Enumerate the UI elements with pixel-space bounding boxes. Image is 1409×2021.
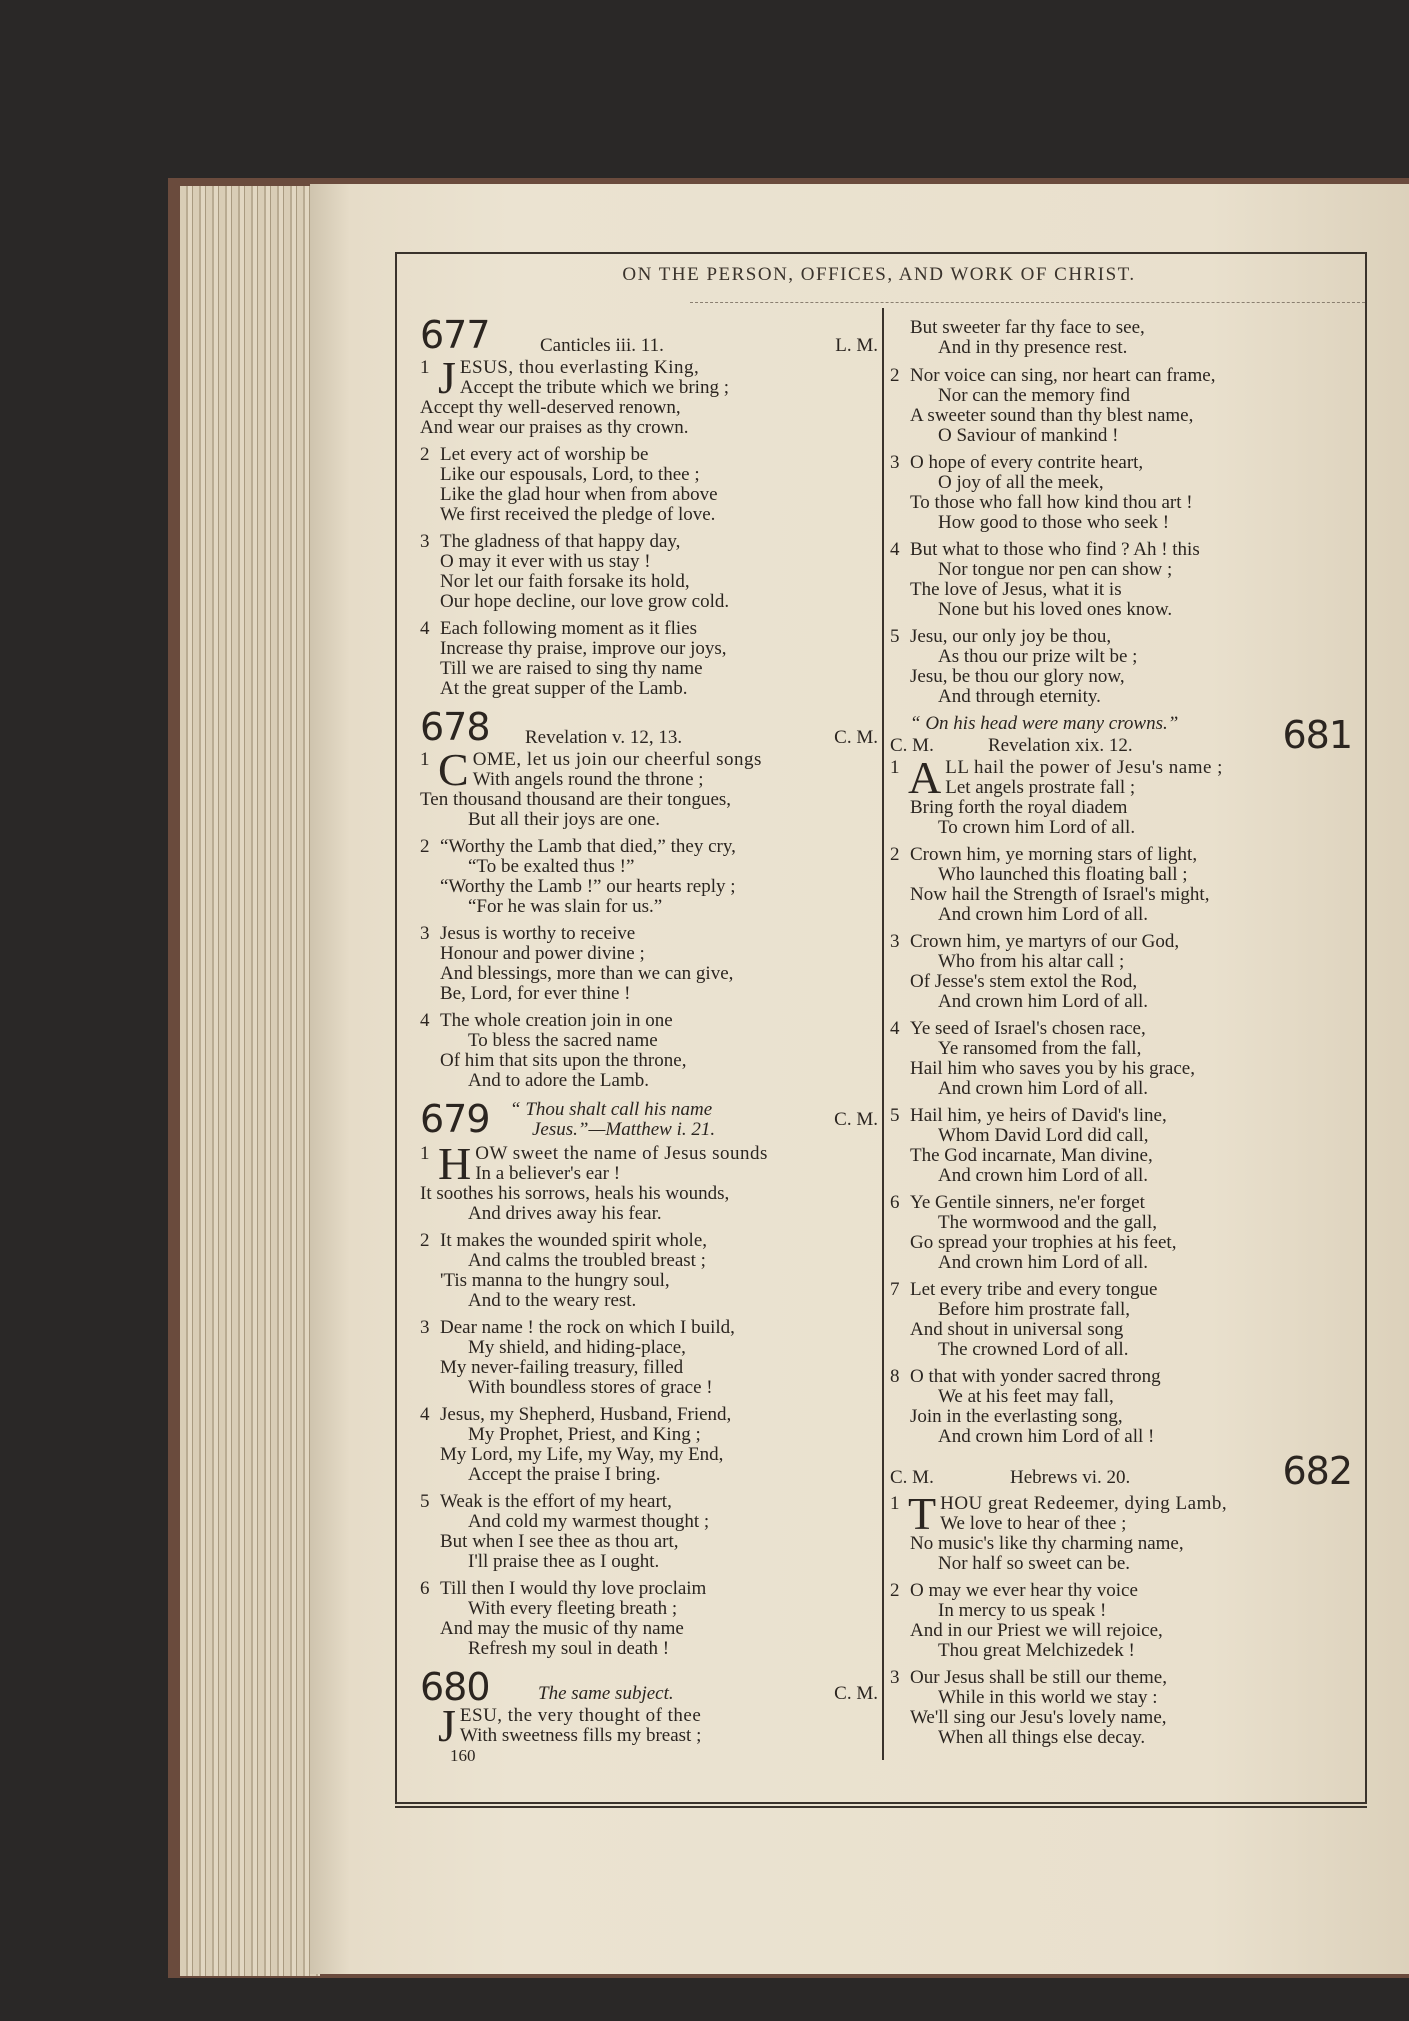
verse-line: LL hail the power of Jesu's name ; bbox=[945, 757, 1223, 778]
verse-line: And in our Priest we will rejoice, bbox=[910, 1620, 1163, 1641]
stanza-1 bbox=[420, 744, 878, 830]
verse-line: To crown him Lord of all. bbox=[938, 817, 1136, 838]
stanza-number: 6 bbox=[420, 1578, 430, 1599]
verse-line: HOU great Redeemer, dying Lamb, bbox=[940, 1493, 1228, 1514]
verse-line: It soothes his sorrows, heals his wounds, bbox=[420, 1183, 730, 1204]
column-divider bbox=[882, 308, 884, 1760]
stanza-4 bbox=[420, 619, 878, 699]
stanza-1 bbox=[420, 1138, 878, 1224]
stanza-number: 6 bbox=[890, 1192, 900, 1213]
stanza-2 bbox=[890, 1581, 1360, 1661]
verse-line: Ye Gentile sinners, ne'er forget bbox=[910, 1192, 1145, 1213]
verse-line: My shield, and hiding-place, bbox=[468, 1337, 686, 1358]
verse-line: Ye ransomed from the fall, bbox=[938, 1038, 1142, 1059]
verse-line: ESU, the very thought of thee bbox=[459, 1705, 702, 1726]
hymn-678 bbox=[420, 706, 878, 1091]
hymn-header bbox=[420, 1098, 878, 1144]
verse-line: OME, let us join our cheerful songs bbox=[472, 749, 762, 770]
verse-line: Refresh my soul in death ! bbox=[468, 1638, 670, 1659]
left-column bbox=[420, 314, 878, 1773]
metre: C. M. bbox=[834, 1683, 878, 1704]
verse-line: Go spread your trophies at his feet, bbox=[910, 1232, 1177, 1253]
verse-line: My never-failing treasury, filled bbox=[440, 1357, 684, 1378]
hymn-header bbox=[420, 1665, 878, 1709]
verse-line: And to the weary rest. bbox=[468, 1290, 637, 1311]
verse-line: At the great supper of the Lamb. bbox=[440, 678, 688, 699]
verse-line: The wormwood and the gall, bbox=[938, 1212, 1157, 1233]
verse-line: O may we ever hear thy voice bbox=[910, 1580, 1138, 1601]
drop-cap: J bbox=[438, 1700, 456, 1751]
stanza-1 bbox=[890, 752, 1360, 838]
verse-line: Till we are raised to sing thy name bbox=[440, 658, 703, 679]
verse-line: And crown him Lord of all ! bbox=[938, 1426, 1155, 1447]
metre: L. M. bbox=[835, 335, 878, 356]
verse-line: Accept the tribute which we bring ; bbox=[459, 377, 729, 398]
verse-line: In mercy to us speak ! bbox=[938, 1600, 1107, 1621]
verse-line: Weak is the effort of my heart, bbox=[440, 1491, 672, 1512]
hymn-title: The same subject. bbox=[538, 1683, 674, 1704]
hymn-682 bbox=[890, 1449, 1360, 1748]
hymn-number: 681 bbox=[1282, 713, 1352, 757]
stanza-2 bbox=[420, 445, 878, 525]
stanza-number: 3 bbox=[890, 452, 900, 473]
verse-line: Jesus, my Shepherd, Husband, Friend, bbox=[440, 1404, 732, 1425]
stanza-number: 3 bbox=[420, 1317, 430, 1338]
verse-line: When all things else decay. bbox=[938, 1727, 1146, 1748]
stanza-number: 4 bbox=[890, 539, 900, 560]
stanza-number: 2 bbox=[420, 444, 430, 465]
hymn-680 bbox=[420, 1666, 878, 1766]
verse-line: But sweeter far thy face to see, bbox=[910, 317, 1145, 338]
verse-line: My Lord, my Life, my Way, my End, bbox=[440, 1444, 724, 1465]
verse-line: O hope of every contrite heart, bbox=[910, 452, 1144, 473]
verse-line: Nor let our faith forsake its hold, bbox=[440, 571, 690, 592]
verse-line: OW sweet the name of Jesus sounds bbox=[475, 1143, 768, 1164]
verse-line: “Worthy the Lamb !” our hearts reply ; bbox=[440, 876, 736, 897]
verse-line: With angels round the throne ; bbox=[472, 769, 704, 790]
stanza-5 bbox=[890, 627, 1360, 707]
stanza-3 bbox=[890, 932, 1360, 1012]
stanza-number: 5 bbox=[890, 626, 900, 647]
stanza-1 bbox=[420, 352, 878, 438]
verse-line: With boundless stores of grace ! bbox=[468, 1377, 713, 1398]
verse-line: A sweeter sound than thy blest name, bbox=[910, 405, 1194, 426]
verse-line: The whole creation join in one bbox=[440, 1010, 673, 1031]
drop-cap: H bbox=[438, 1138, 472, 1189]
verse-line: And crown him Lord of all. bbox=[938, 1078, 1149, 1099]
verse-line: We first received the pledge of love. bbox=[440, 504, 716, 525]
verse-line: Nor voice can sing, nor heart can frame, bbox=[910, 365, 1216, 386]
stanza-number: 3 bbox=[890, 1667, 900, 1688]
page-frame-rule bbox=[395, 1806, 1367, 1808]
verse-line: But when I see thee as thou art, bbox=[440, 1531, 679, 1552]
verse-line: The gladness of that happy day, bbox=[440, 531, 681, 552]
stanza-4 bbox=[890, 1019, 1360, 1099]
verse-line: The love of Jesus, what it is bbox=[910, 579, 1122, 600]
verse-line: 'Tis manna to the hungry soul, bbox=[440, 1270, 670, 1291]
hymn-header bbox=[420, 706, 878, 750]
stanza-3 bbox=[890, 453, 1360, 533]
verse-line: Let every act of worship be bbox=[440, 444, 649, 465]
verse-line: As thou our prize wilt be ; bbox=[938, 646, 1138, 667]
metre: C. M. bbox=[834, 727, 878, 748]
verse-line: With every fleeting breath ; bbox=[468, 1598, 678, 1619]
verse-line: O Saviour of mankind ! bbox=[938, 425, 1119, 446]
verse-line: And crown him Lord of all. bbox=[938, 991, 1149, 1012]
verse-line: Dear name ! the rock on which I build, bbox=[440, 1317, 735, 1338]
hymn-title: “ On his head were many crowns.” bbox=[910, 713, 1179, 734]
stanza-number: 1 bbox=[420, 1143, 430, 1164]
stanza-4 bbox=[890, 540, 1360, 620]
stanza-number: 8 bbox=[890, 1366, 900, 1387]
stanza-7 bbox=[890, 1280, 1360, 1360]
hymn-677 bbox=[420, 314, 878, 699]
scripture-ref: Revelation v. 12, 13. bbox=[525, 727, 683, 748]
metre: C. M. bbox=[834, 1109, 878, 1130]
hymn-header bbox=[420, 314, 878, 358]
verse-line: And blessings, more than we can give, bbox=[440, 963, 734, 984]
hymn-681 bbox=[890, 714, 1360, 1447]
drop-cap: A bbox=[908, 752, 942, 803]
verse-line: And crown him Lord of all. bbox=[938, 1165, 1149, 1186]
verse-line: ESUS, thou everlasting King, bbox=[459, 357, 700, 378]
stanza-1 bbox=[420, 1700, 878, 1766]
verse-line: Till then I would thy love proclaim bbox=[440, 1578, 707, 1599]
right-column bbox=[890, 318, 1360, 1755]
verse-line: And to adore the Lamb. bbox=[468, 1070, 649, 1091]
verse-line: Of him that sits upon the throne, bbox=[440, 1050, 687, 1071]
stanza-8 bbox=[890, 1367, 1360, 1447]
stanza-number: 3 bbox=[890, 931, 900, 952]
stanza-3 bbox=[420, 924, 878, 1004]
verse-line: We'll sing our Jesu's lovely name, bbox=[910, 1707, 1167, 1728]
stanza-number: 5 bbox=[890, 1105, 900, 1126]
stanza-number: 2 bbox=[890, 1580, 900, 1601]
stanza-6 bbox=[890, 1193, 1360, 1273]
drop-cap: T bbox=[908, 1488, 937, 1539]
verse-line: And wear our praises as thy crown. bbox=[420, 417, 689, 438]
stanza-number: 1 bbox=[420, 357, 430, 378]
running-head: ON THE PERSON, OFFICES, AND WORK OF CHRIST. bbox=[622, 264, 1136, 285]
verse-line: But what to those who find ? Ah ! this bbox=[910, 539, 1200, 560]
drop-cap: J bbox=[438, 352, 456, 403]
verse-line: In a believer's ear ! bbox=[475, 1163, 621, 1184]
stanza-number: 1 bbox=[420, 749, 430, 770]
stanza-3 bbox=[420, 532, 878, 612]
stanza-number: 4 bbox=[420, 1010, 430, 1031]
verse-line: And crown him Lord of all. bbox=[938, 904, 1149, 925]
stanza-3 bbox=[890, 1668, 1360, 1748]
hymn-header bbox=[890, 1449, 1360, 1494]
verse-line: Jesu, be thou our glory now, bbox=[910, 666, 1125, 687]
stanza-4 bbox=[420, 1405, 878, 1485]
verse-line: No music's like thy charming name, bbox=[910, 1533, 1184, 1554]
stanza-number: 5 bbox=[420, 1491, 430, 1512]
verse-line: And in thy presence rest. bbox=[938, 337, 1128, 358]
verse-line: With sweetness fills my breast ; bbox=[459, 1725, 702, 1746]
verse-line: We at his feet may fall, bbox=[938, 1386, 1114, 1407]
hymn-number: 680 bbox=[420, 1665, 490, 1709]
verse-line: Let every tribe and every tongue bbox=[910, 1279, 1158, 1300]
stanza-number: 3 bbox=[420, 531, 430, 552]
verse-line: It makes the wounded spirit whole, bbox=[440, 1230, 708, 1251]
verse-line: Now hail the Strength of Israel's might, bbox=[910, 884, 1210, 905]
hymn-title-line-2: Jesus.”—Matthew i. 21. bbox=[532, 1119, 716, 1140]
verse-line: And through eternity. bbox=[938, 686, 1101, 707]
verse-line: I'll praise thee as I ought. bbox=[468, 1551, 660, 1572]
verse-line: Join in the everlasting song, bbox=[910, 1406, 1123, 1427]
verse-line: My Prophet, Priest, and King ; bbox=[468, 1424, 701, 1445]
hymn-title: “ Thou shalt call his name bbox=[510, 1099, 713, 1120]
verse-line: And crown him Lord of all. bbox=[938, 1252, 1149, 1273]
hymnal-page bbox=[310, 184, 1409, 1974]
verse-line: And calms the troubled breast ; bbox=[468, 1250, 706, 1271]
head-rule bbox=[690, 302, 1365, 303]
stanza-6 bbox=[420, 1579, 878, 1659]
verse-line: O that with yonder sacred throng bbox=[910, 1366, 1161, 1387]
stanza-5 bbox=[420, 1492, 878, 1572]
verse-line: Crown him, ye morning stars of light, bbox=[910, 844, 1198, 865]
verse-line: To those who fall how kind thou art ! bbox=[910, 492, 1193, 513]
stanza-number: 4 bbox=[420, 618, 430, 639]
verse-line: Bring forth the royal diadem bbox=[910, 797, 1128, 818]
verse-line: And shout in universal song bbox=[910, 1319, 1124, 1340]
scripture-ref: Revelation xix. 12. bbox=[988, 735, 1133, 756]
verse-line: Who from his altar call ; bbox=[938, 951, 1125, 972]
verse-line: Be, Lord, for ever thine ! bbox=[440, 983, 631, 1004]
verse-line: Who launched this floating ball ; bbox=[938, 864, 1188, 885]
scripture-ref: Hebrews vi. 20. bbox=[1010, 1467, 1131, 1488]
verse-line: But all their joys are one. bbox=[468, 809, 661, 830]
verse-line: While in this world we stay : bbox=[938, 1687, 1158, 1708]
stanza-number: 4 bbox=[890, 1018, 900, 1039]
verse-line: How good to those who seek ! bbox=[938, 512, 1170, 533]
verse-line: Of Jesse's stem extol the Rod, bbox=[910, 971, 1138, 992]
verse-line: Nor half so sweet can be. bbox=[938, 1553, 1131, 1574]
stanza-number: 3 bbox=[420, 923, 430, 944]
verse-line: Honour and power divine ; bbox=[440, 943, 645, 964]
verse-line: And cold my warmest thought ; bbox=[468, 1511, 710, 1532]
verse-line: And drives away his fear. bbox=[468, 1203, 662, 1224]
hymn-number: 679 bbox=[420, 1097, 490, 1141]
hymn-number: 677 bbox=[420, 313, 490, 357]
verse-line: Hail him who saves you by his grace, bbox=[910, 1058, 1195, 1079]
stanza-5 bbox=[890, 1106, 1360, 1186]
verse-line: Our hope decline, our love grow cold. bbox=[440, 591, 730, 612]
verse-line: Ten thousand thousand are their tongues, bbox=[420, 789, 732, 810]
verse-line: Accept the praise I bring. bbox=[468, 1464, 661, 1485]
stanza-number: 2 bbox=[890, 844, 900, 865]
hymn-number: 678 bbox=[420, 705, 490, 749]
drop-cap: C bbox=[438, 744, 469, 795]
stanza-number: 2 bbox=[420, 836, 430, 857]
stanza-number: 2 bbox=[890, 365, 900, 386]
verse-line: Before him prostrate fall, bbox=[938, 1299, 1131, 1320]
verse-line: The crowned Lord of all. bbox=[938, 1339, 1129, 1360]
verse-line: Jesu, our only joy be thou, bbox=[910, 626, 1112, 647]
page-number: 160 bbox=[450, 1746, 476, 1765]
verse-line: Jesus is worthy to receive bbox=[440, 923, 636, 944]
metre: C. M. bbox=[890, 1467, 934, 1488]
hymn-680-continued bbox=[890, 318, 1360, 358]
verse-line: Hail him, ye heirs of David's line, bbox=[910, 1105, 1167, 1126]
metre: C. M. bbox=[890, 735, 934, 756]
verse-line: “To be exalted thus !” bbox=[468, 856, 635, 877]
page-edges bbox=[180, 186, 320, 1976]
stanza-2 bbox=[420, 1231, 878, 1311]
stanza-2 bbox=[890, 845, 1360, 925]
verse-line: Crown him, ye martyrs of our God, bbox=[910, 931, 1180, 952]
verse-line: And may the music of thy name bbox=[440, 1618, 684, 1639]
verse-line: Each following moment as it flies bbox=[440, 618, 697, 639]
verse-line: Accept thy well-deserved renown, bbox=[420, 397, 681, 418]
stanza-number: 4 bbox=[420, 1404, 430, 1425]
stanza-2 bbox=[420, 837, 878, 917]
verse-line: Like the glad hour when from above bbox=[440, 484, 718, 505]
hymn-679 bbox=[420, 1098, 878, 1659]
stanza-number: 1 bbox=[890, 1493, 900, 1514]
hymn-number: 682 bbox=[1282, 1449, 1352, 1493]
verse-line: Increase thy praise, improve our joys, bbox=[440, 638, 727, 659]
stanza-1 bbox=[890, 1488, 1360, 1574]
verse-line: Like our espousals, Lord, to thee ; bbox=[440, 464, 700, 485]
stanza-number: 1 bbox=[890, 757, 900, 778]
stanza-number: 2 bbox=[420, 1230, 430, 1251]
verse-line: O joy of all the meek, bbox=[938, 472, 1104, 493]
verse-line: “For he was slain for us.” bbox=[468, 896, 663, 917]
verse-line: None but his loved ones know. bbox=[938, 599, 1173, 620]
verse-line: O may it ever with us stay ! bbox=[440, 551, 651, 572]
verse-line: Nor tongue nor pen can show ; bbox=[938, 559, 1173, 580]
verse-line: “Worthy the Lamb that died,” they cry, bbox=[440, 836, 736, 857]
verse-line: Thou great Melchizedek ! bbox=[938, 1640, 1135, 1661]
verse-line: Our Jesus shall be still our theme, bbox=[910, 1667, 1167, 1688]
verse-line: Let angels prostrate fall ; bbox=[945, 777, 1136, 798]
verse-line: Whom David Lord did call, bbox=[938, 1125, 1149, 1146]
hymn-header bbox=[890, 714, 1360, 758]
verse-line: Nor can the memory find bbox=[938, 385, 1131, 406]
stanza-3 bbox=[420, 1318, 878, 1398]
verse-line: To bless the sacred name bbox=[468, 1030, 658, 1051]
verse-line: Ye seed of Israel's chosen race, bbox=[910, 1018, 1146, 1039]
scripture-ref: Canticles iii. 11. bbox=[540, 335, 664, 356]
stanza-number: 7 bbox=[890, 1279, 900, 1300]
stanza-4 bbox=[420, 1011, 878, 1091]
verse-line: We love to hear of thee ; bbox=[940, 1513, 1127, 1534]
verse-line: The God incarnate, Man divine, bbox=[910, 1145, 1153, 1166]
stanza-2 bbox=[890, 366, 1360, 446]
